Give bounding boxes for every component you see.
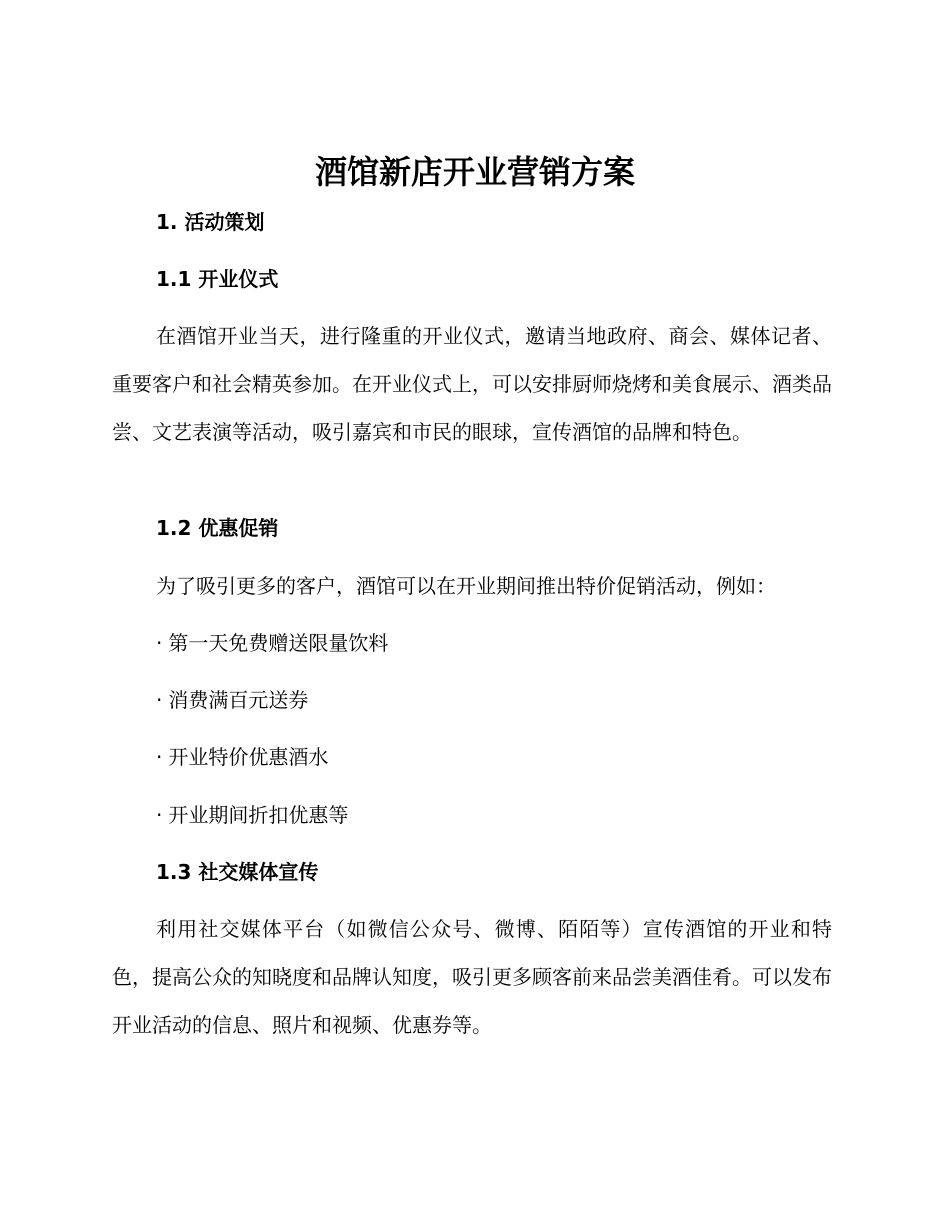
section-heading-1-1: 1.1 开业仪式 xyxy=(156,267,279,291)
paragraph-promotion-intro: 为了吸引更多的客户，酒馆可以在开业期间推出特价促销活动，例如： xyxy=(156,574,776,598)
list-item-text: 开业特价优惠酒水 xyxy=(168,745,329,769)
list-item-text: 第一天免费赠送限量饮料 xyxy=(168,631,389,655)
list-item xyxy=(156,686,308,714)
paragraph-opening-ceremony: 在酒馆开业当天，进行隆重的开业仪式，邀请当地政府、商会、媒体记者、重要客户和社会精英参加。在开业仪式上，可以安排厨师烧烤和美食展示、酒类品尝、文艺表演等活动，吸引嘉宾和市民的眼球，宣传酒馆的品牌和特色。 xyxy=(112,324,832,444)
section-heading-1-2: 1.2 优惠促销 xyxy=(156,516,279,540)
list-item xyxy=(156,801,348,829)
list-item-text: 开业期间折扣优惠等 xyxy=(168,803,349,827)
list-item-text: 消费满百元送券 xyxy=(168,688,309,712)
bullet-marker: · xyxy=(156,631,163,655)
section-heading-1: 1. 活动策划 xyxy=(156,210,265,234)
paragraph-social-media: 利用社交媒体平台（如微信公众号、微博、陌陌等）宣传酒馆的开业和特色，提高公众的知晓度和品牌认知度，吸引更多顾客前来品尝美酒佳肴。可以发布开业活动的信息、照片和视频、优惠券等。 xyxy=(112,917,832,1037)
bullet-marker: · xyxy=(156,745,163,769)
section-heading-1-3: 1.3 社交媒体宣传 xyxy=(156,860,319,884)
document-title: 酒馆新店开业营销方案 xyxy=(314,153,635,191)
bullet-marker: · xyxy=(156,688,163,712)
list-item xyxy=(156,629,388,657)
list-item xyxy=(156,743,328,771)
bullet-marker: · xyxy=(156,803,163,827)
